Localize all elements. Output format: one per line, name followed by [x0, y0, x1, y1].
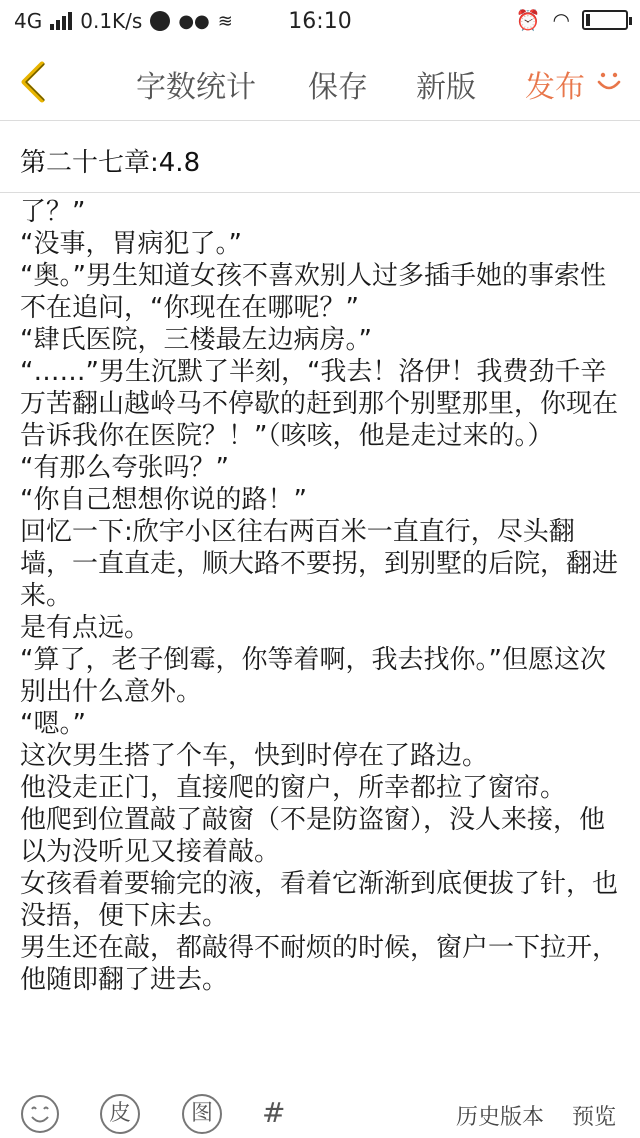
smile-icon[interactable] — [594, 66, 624, 96]
back-arrow-icon[interactable] — [14, 58, 54, 106]
paragraph: “……”男生沉默了半刻，“我去！洛伊！我费劲千辛万苦翻山越岭马不停歇的赶到那个别墅那里，你现在告诉我你在医院？！”（咳咳，他是走过来的。） — [20, 357, 619, 451]
paragraph: “有那么夸张吗？” — [20, 453, 229, 483]
paragraph: 他爬到位置敲了敲窗（不是防盗窗），没人来接，他以为没听见又接着敲。 — [20, 805, 606, 867]
word-count-button[interactable]: 字数统计 — [136, 70, 256, 105]
paragraph: 他没走正门，直接爬的窗户，所幸都拉了窗帘。 — [20, 773, 567, 803]
wechat-icon: ●● — [178, 10, 210, 32]
paragraph: “你自己想想你说的路！” — [20, 485, 307, 515]
preview-button[interactable]: 预览 — [572, 1105, 617, 1130]
network-speed: 0.1K/s — [80, 9, 143, 33]
history-versions-button[interactable]: 历史版本 — [456, 1105, 545, 1130]
image-button[interactable]: 图 — [182, 1094, 222, 1134]
paragraph: “嗯。” — [20, 709, 86, 739]
status-right — [516, 8, 628, 32]
paragraph: 回忆一下:欣宇小区往右两百米一直直行，尽头翻墙，一直直走，顺大路不要拐，到别墅的后院，翻进来。 — [20, 517, 619, 611]
new-version-button[interactable]: 新版 — [416, 70, 476, 105]
paragraph: “奥。”男生知道女孩不喜欢别人过多插手她的事索性不在追问，“你现在在哪呢？” — [20, 261, 606, 323]
publish-button[interactable]: 发布 — [525, 70, 585, 105]
chapter-content-editor[interactable] — [20, 185, 626, 1091]
paragraph: 了？” — [20, 197, 86, 227]
alarm-icon: ⏰ — [515, 8, 541, 32]
save-button[interactable]: 保存 — [308, 70, 368, 105]
wifi-icon: ◠ — [552, 8, 570, 32]
status-bar — [0, 0, 640, 44]
paragraph: 这次男生搭了个车，快到时停在了路边。 — [20, 741, 489, 771]
chapter-title-input[interactable]: 第二十七章:4.8 — [20, 148, 201, 178]
emoji-icon[interactable] — [20, 1094, 60, 1134]
paragraph: “肆氏医院，三楼最左边病房。” — [20, 325, 372, 355]
editor-toolbar — [0, 44, 640, 120]
database-icon: ≋ — [217, 10, 233, 32]
battery-icon — [582, 10, 628, 30]
paragraph: 女孩看着要输完的液，看着它渐渐到底便拔了针，也没捂，便下床去。 — [20, 869, 619, 931]
paragraph: 男生还在敲，都敲得不耐烦的时候，窗户一下拉开，他随即翻了进去。 — [20, 933, 619, 995]
skin-button[interactable]: 皮 — [100, 1094, 140, 1134]
paragraph: “算了，老子倒霉，你等着啊，我去找你。”但愿这次别出什么意外。 — [20, 645, 606, 707]
network-type: 4G — [14, 9, 43, 33]
clock: 16:10 — [288, 9, 352, 34]
paragraph: 是有点远。 — [20, 613, 151, 643]
bottom-toolbar — [0, 1092, 640, 1138]
toolbar-divider — [0, 120, 640, 121]
hashtag-button[interactable]: # — [262, 1096, 286, 1129]
paragraph: “没事，胃病犯了。” — [20, 229, 242, 259]
